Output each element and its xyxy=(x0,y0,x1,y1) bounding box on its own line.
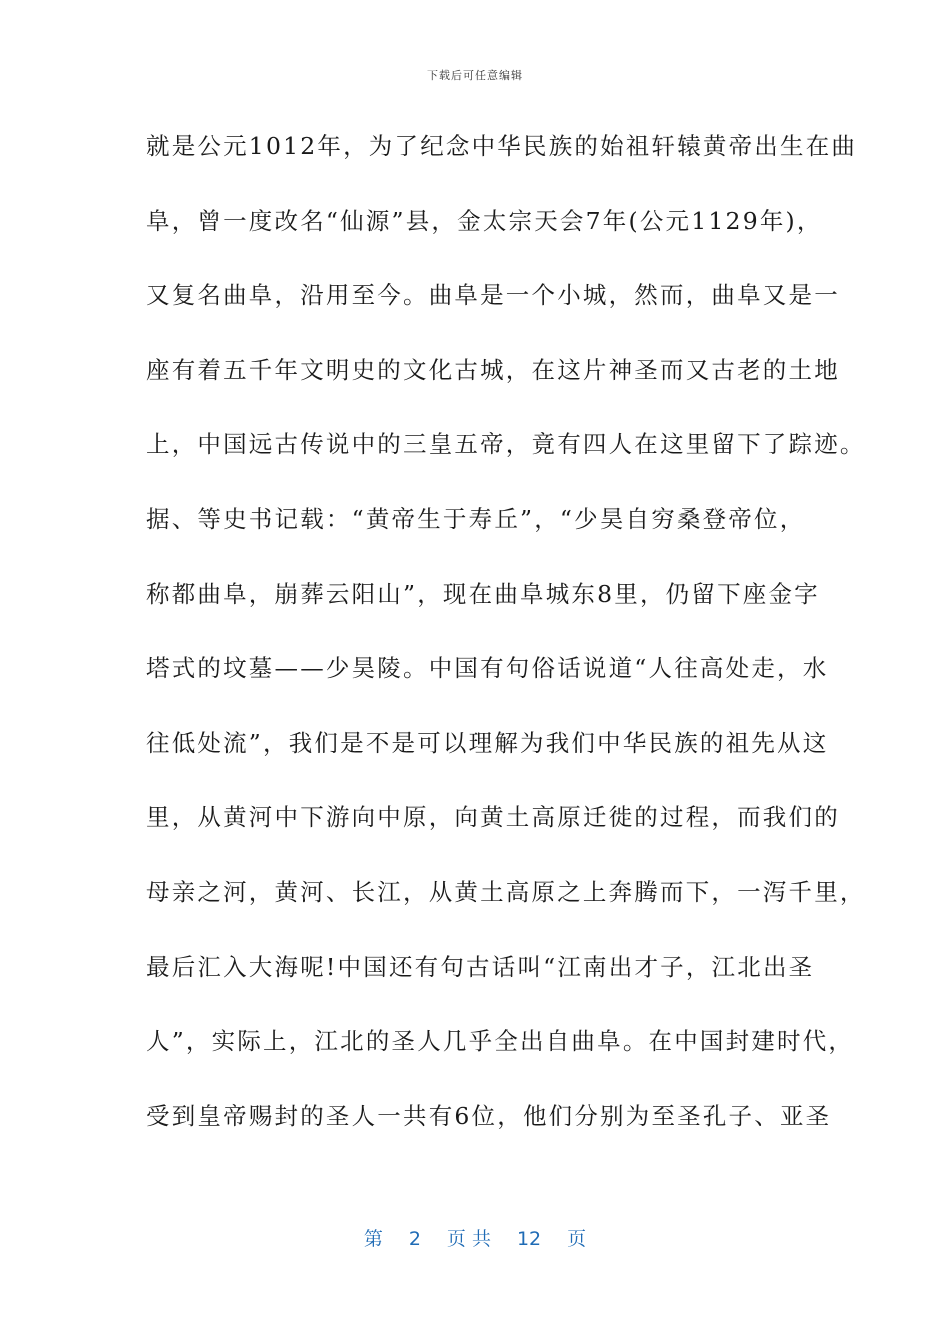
text-line-3: 又复名曲阜，沿用至今。曲阜是一个小城，然而，曲阜又是一 xyxy=(146,281,840,310)
current-page-number: 2 xyxy=(408,1228,421,1250)
text-line-4: 座有着五千年文明史的文化古城，在这片神圣而又古老的土地 xyxy=(146,355,840,384)
text-line-5: 上，中国远古传说中的三皇五帝，竟有四人在这里留下了踪迹。 xyxy=(146,430,866,459)
text-line-2: 阜，曾一度改名“仙源”县，金太宗天会7年(公元1129年)， xyxy=(146,206,823,235)
text-line-14: 受到皇帝赐封的圣人一共有6位，他们分别为至圣孔子、亚圣 xyxy=(146,1101,832,1130)
text-line-13: 人”，实际上，江北的圣人几乎全出自曲阜。在中国封建时代， xyxy=(146,1027,855,1056)
text-line-8: 塔式的坟墓——少昊陵。中国有句俗话说道“人往高处走，水 xyxy=(146,654,829,683)
text-line-10: 里，从黄河中下游向中原，向黄土高原迁徙的过程，而我们的 xyxy=(146,803,840,832)
footer-suffix: 页 xyxy=(567,1228,587,1250)
header-note: 下载后可任意编辑 xyxy=(427,69,523,82)
text-line-9: 往低处流”，我们是不是可以理解为我们中华民族的祖先从这 xyxy=(146,728,829,757)
text-line-11: 母亲之河，黄河、长江，从黄土高原之上奔腾而下，一泻千里， xyxy=(146,877,866,906)
text-line-6: 据、等史书记载：“黄帝生于寿丘”，“少昊自穷桑登帝位， xyxy=(146,504,806,533)
page-footer xyxy=(0,1224,950,1251)
document-body xyxy=(146,126,866,1170)
text-line-12: 最后汇入大海呢!中国还有句古话叫“江南出才子，江北出圣 xyxy=(146,952,815,981)
text-line-7: 称都曲阜，崩葬云阳山”，现在曲阜城东8里，仍留下座金字 xyxy=(146,579,820,608)
footer-prefix: 第 xyxy=(363,1228,383,1250)
total-pages-number: 12 xyxy=(516,1228,542,1250)
footer-middle: 页 共 xyxy=(446,1228,491,1250)
text-line-1: 就是公元1012年，为了纪念中华民族的始祖轩辕黄帝出生在曲 xyxy=(146,132,858,160)
